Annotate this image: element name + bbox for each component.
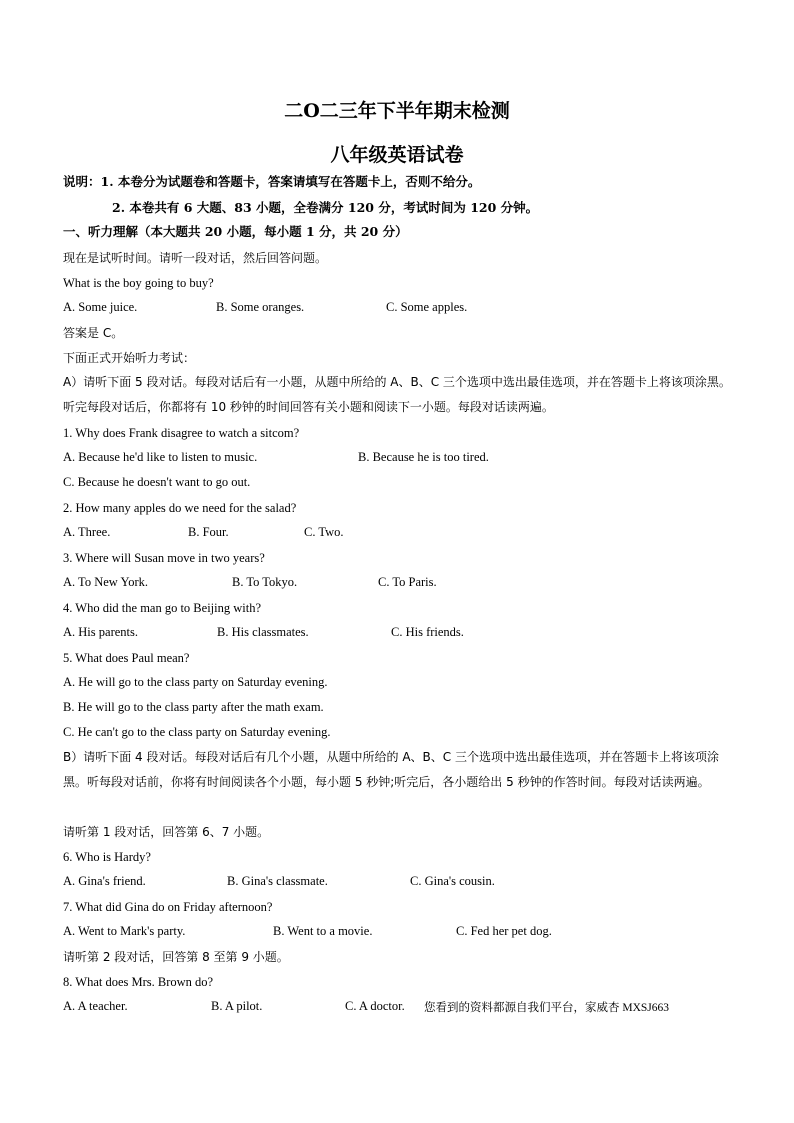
example-option-a: A. Some juice. [63, 300, 138, 314]
q5-option-b: B. He will go to the class party after the math exam. [63, 700, 324, 714]
q3-option-b: B. To Tokyo. [232, 575, 298, 589]
q8-option-b: B. A pilot. [211, 999, 263, 1013]
question-5: 5. What does Paul mean? [63, 651, 190, 665]
q2-option-c: C. Two. [304, 525, 344, 539]
q1-option-a: A. Because he'd like to listen to music. [63, 450, 258, 464]
section-heading: 一、听力理解（本大题共 20 小题，每小题 1 分，共 20 分） [63, 224, 408, 239]
q4-option-c: C. His friends. [391, 625, 464, 639]
start-text: 下面正式开始听力考试： [63, 351, 196, 365]
q8-option-a: A. A teacher. [63, 999, 128, 1013]
q3-option-a: A. To New York. [63, 575, 149, 589]
exam-title: 二O二三年下半年期末检测 [284, 100, 510, 122]
question-8: 8. What does Mrs. Brown do? [63, 975, 214, 989]
example-answer: 答案是 C。 [63, 326, 124, 340]
watermark-text: 您看到的资料都源自我们平台，家威杏 MXSJ663 [424, 1002, 670, 1014]
question-3: 3. Where will Susan move in two years? [63, 551, 265, 565]
question-4: 4. Who did the man go to Beijing with? [63, 601, 262, 615]
question-6: 6. Who is Hardy? [63, 850, 151, 864]
q2-option-b: B. Four. [188, 525, 229, 539]
example-question: What is the boy going to buy? [63, 276, 214, 290]
q5-option-c: C. He can't go to the class party on Saturday evening. [63, 725, 331, 739]
q6-option-a: A. Gina's friend. [63, 874, 146, 888]
q6-option-c: C. Gina's cousin. [410, 874, 495, 888]
note-line-2: 2. 本卷共有 6 大题、83 小题，全卷满分 120 分，考试时间为 120 分钟。 [112, 200, 539, 215]
q7-option-b: B. Went to a movie. [273, 924, 373, 938]
part-a-instructions: A）请听下面 5 段对话。每段对话后有一小题，从题中所给的 A、B、C 三个选项中选出最佳选项，并在答题卡上将该项涂黑。听完每段对话后，你都将有 10 秒钟的时间回答有关小题和阅读下一小题。每段对话读两遍。 [63, 375, 731, 414]
q4-option-a: A. His parents. [63, 625, 138, 639]
question-2: 2. How many apples do we need for the salad? [63, 501, 297, 515]
q7-option-c: C. Fed her pet dog. [456, 924, 552, 938]
dialog-2-note: 请听第 2 段对话，回答第 8 至第 9 小题。 [63, 950, 289, 964]
trial-intro: 现在是试听时间。请听一段对话，然后回答问题。 [63, 251, 328, 265]
question-7: 7. What did Gina do on Friday afternoon? [63, 900, 273, 914]
question-1: 1. Why does Frank disagree to watch a sitcom? [63, 426, 300, 440]
q5-option-a: A. He will go to the class party on Saturday evening. [63, 675, 328, 689]
q1-option-b: B. Because he is too tired. [358, 450, 489, 464]
part-b-instructions: B）请听下面 4 段对话。每段对话后有几个小题，从题中所给的 A、B、C 三个选项中选出最佳选项，并在答题卡上将该项涂黑。听每段对话前，你将有时间阅读各个小题，每小题 5 秒钟;听完后，各小题给出 5 秒钟的作答时间。每段对话读两遍。 [63, 750, 719, 789]
example-option-b: B. Some oranges. [216, 300, 305, 314]
q4-option-b: B. His classmates. [217, 625, 309, 639]
q8-option-c: C. A doctor. [345, 999, 405, 1013]
exam-subtitle: 八年级英语试卷 [330, 144, 464, 166]
q2-option-a: A. Three. [63, 525, 111, 539]
example-option-c: C. Some apples. [386, 300, 468, 314]
note-line-1: 说明：1. 本卷分为试题卷和答题卡，答案请填写在答题卡上，否则不给分。 [63, 174, 481, 189]
q6-option-b: B. Gina's classmate. [227, 874, 328, 888]
q7-option-a: A. Went to Mark's party. [63, 924, 186, 938]
dialog-1-note: 请听第 1 段对话，回答第 6、7 小题。 [63, 825, 270, 839]
q1-option-c: C. Because he doesn't want to go out. [63, 475, 251, 489]
q3-option-c: C. To Paris. [378, 575, 437, 589]
